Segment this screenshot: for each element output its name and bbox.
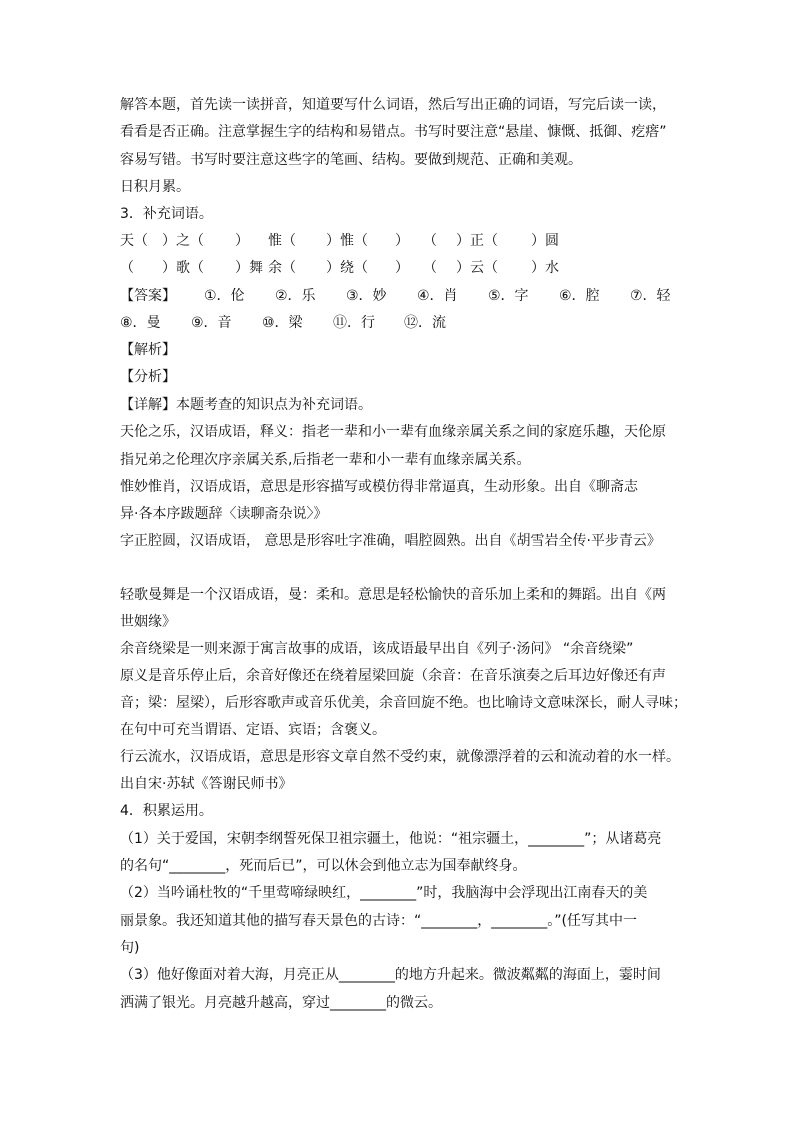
fill-segment: ）云（ <box>456 260 498 276</box>
fill-segment: ）惟（ <box>326 233 368 249</box>
answer-row-1 <box>120 286 680 306</box>
fill-row-1 <box>120 231 680 251</box>
fill-segment: ）圆 <box>531 233 559 249</box>
section-title: 日积月累。 <box>120 179 190 195</box>
explanation-line: 原义是音乐停止后，余音好像还在绕着屋梁回旋（余音：在音乐演奏之后耳边好像还有声 <box>120 668 666 684</box>
answer-item: ⑪．行 <box>333 315 375 331</box>
answer-item: ⑧．曼 <box>120 315 161 331</box>
fill-segment: ）歌（ <box>162 260 204 276</box>
explanation-line: 异·各本序跋题辞〈读聊斋杂说〉》 <box>120 506 328 522</box>
question-line: 丽景象。我还知道其他的描写春天景色的古诗：“________，________。”(任写其中一 <box>120 913 637 929</box>
fill-segment: ）正（ <box>456 233 498 249</box>
fill-segment: ）舞 <box>235 260 263 276</box>
answer-row-2 <box>120 313 680 333</box>
detail-line: 【详解】本题考查的知识点为补充词语。 <box>120 397 372 413</box>
answer-item: ③．妙 <box>346 288 387 304</box>
answer-item: ⑤．字 <box>488 288 529 304</box>
explanation-line: 行云流水，汉语成语，意思是形容文章自然不受约束，就像漂浮着的云和流动着的水一样。 <box>120 749 680 765</box>
fill-segment: ）绕（ <box>326 260 368 276</box>
answer-item: ②．乐 <box>275 288 316 304</box>
answer-label: 【答案】 <box>120 288 176 304</box>
question-3-title: 3．补充词语。 <box>120 206 213 222</box>
answer-item: ⑫．流 <box>404 315 446 331</box>
explanation-line: 轻歌曼舞是一个汉语成语，曼：柔和。意思是轻松愉快的音乐加上柔和的舞蹈。出自《两 <box>120 587 666 603</box>
explanation-line: 指兄弟之伦理次序亲属关系,后指老一辈和小一辈有血缘亲属关系。 <box>120 452 531 468</box>
question-line: 句) <box>120 940 140 956</box>
fill-segment: （ <box>423 233 437 249</box>
explanation-line: 在句中可充当谓语、定语、宾语；含褒义。 <box>120 722 386 738</box>
fill-segment: ）之（ <box>162 233 204 249</box>
intro-line-1: 解答本题，首先读一读拼音，知道要写什么词语，然后写出正确的词语，写完后读一读， <box>120 97 666 113</box>
fill-segment: ） <box>395 260 409 276</box>
fill-segment: ） <box>235 233 249 249</box>
fill-segment: （ <box>423 260 437 276</box>
fill-segment: ）水 <box>531 260 559 276</box>
answer-item: ⑩．梁 <box>262 315 303 331</box>
fill-segment: （ <box>120 260 134 276</box>
answer-item: ⑨．音 <box>191 315 232 331</box>
intro-line-3: 容易写错。书写时要注意这些字的笔画、结构。要做到规范、正确和美观。 <box>120 152 582 168</box>
answer-item: ①．伦 <box>204 288 245 304</box>
question-line: （1）关于爱国，宋朝李纲誓死保卫祖宗疆土，他说：“祖宗疆土，________”；从诸葛亮 <box>120 831 662 847</box>
fill-row-2 <box>120 258 680 278</box>
question-line: （3）他好像面对着大海，月亮正从________的地方升起来。微波粼粼的海面上，霎时间 <box>120 967 661 983</box>
explanation-line: 余音绕梁是一则来源于寓言故事的成语，该成语最早出自《列子·汤问》 “余音绕梁” <box>120 641 634 657</box>
answer-item: ⑥．腔 <box>559 288 600 304</box>
analysis-heading: 【解析】 <box>120 342 176 358</box>
question-line: 洒满了银光。月亮越升越高，穿过________的微云。 <box>120 995 442 1011</box>
fill-segment: 惟（ <box>268 233 296 249</box>
explanation-line: 字正腔圆，汉语成语， 意思是形容吐字准确，唱腔圆熟。出自《胡雪岩全传·平步青云》 <box>120 533 661 549</box>
question-line: （2）当吟诵杜牧的“千里莺啼绿映红，________”时，我脑海中会浮现出江南春天的美 <box>120 885 648 901</box>
explanation-line: 惟妙惟肖，汉语成语，意思是形容描写或模仿得非常逼真，生动形象。出自《聊斋志 <box>120 479 638 495</box>
analysis-subheading: 【分析】 <box>120 369 176 385</box>
answer-item: ⑦．轻 <box>630 288 671 304</box>
explanation-line: 天伦之乐，汉语成语，释义：指老一辈和小一辈有血缘亲属关系之间的家庭乐趣，天伦原 <box>120 424 666 440</box>
fill-segment: 余（ <box>268 260 296 276</box>
explanation-line: 世姻缘》 <box>120 614 176 630</box>
explanation-line: 音；梁：屋梁），后形容歌声或音乐优美，余音回旋不绝。也比喻诗文意味深长，耐人寻味； <box>120 695 687 711</box>
answer-item: ④．肖 <box>417 288 458 304</box>
question-line: 的名句“________，死而后已”，可以休会到他立志为国奉献终身。 <box>120 858 527 874</box>
fill-segment: 天（ <box>120 233 148 249</box>
intro-line-2: 看看是否正确。注意掌握生字的结构和易错点。书写时要注意“悬崖、慷慨、抵御、疙瘩” <box>120 124 667 140</box>
explanation-line: 出自宋·苏轼《答谢民师书》 <box>120 776 293 792</box>
fill-segment: ） <box>395 233 409 249</box>
question-4-title: 4．积累运用。 <box>120 803 213 819</box>
